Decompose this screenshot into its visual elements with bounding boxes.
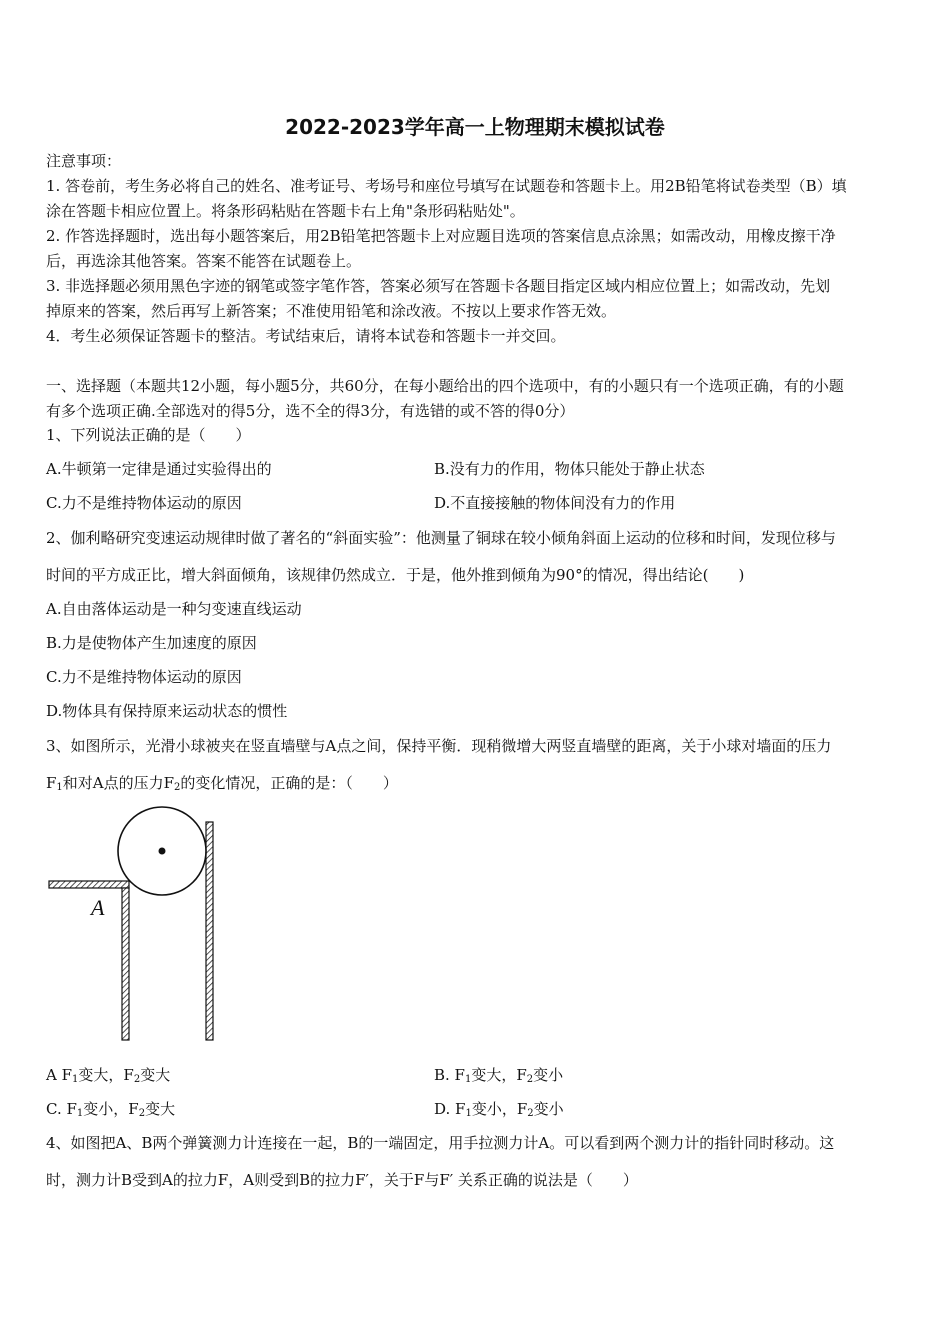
q1-option-c: C.力不是维持物体运动的原因 — [46, 494, 242, 512]
section-instruction: 一、选择题（本题共12小题，每小题5分，共60分，在每小题给出的四个选项中，有的小题只有一个选项正确，有的小题 — [46, 377, 844, 395]
q3-option-b: B. $F_1$变大，$F_2$变小 — [434, 1066, 564, 1085]
notice-line: 涂在答题卡相应位置上。将条形码粘贴在答题卡右上角"条形码粘贴处"。 — [46, 202, 525, 220]
notice-line: 2. 作答选择题时，选出每小题答案后，用2B铅笔把答题卡上对应题目选项的答案信息点涂黑；如需改动，用橡皮擦干净 — [46, 227, 836, 245]
notice-line: 掉原来的答案，然后再写上新答案；不准使用铅笔和涂改液。不按以上要求作答无效。 — [46, 302, 617, 320]
q3-option-c: C. $F_1$变小，$F_2$变大 — [46, 1100, 176, 1119]
ball-between-walls-figure — [44, 800, 224, 1050]
question-2-stem: 2、伽利略研究变速运动规律时做了著名的“斜面实验”：他测量了铜球在较小倾角斜面上运动的位移和时间，发现位移与 — [46, 529, 836, 547]
q2-option-d: D.物体具有保持原来运动状态的惯性 — [46, 702, 288, 720]
q1-option-a: A.牛顿第一定律是通过实验得出的 — [46, 460, 272, 478]
question-3-stem: $F_1$和对A点的压力$F_2$的变化情况，正确的是：（ ） — [46, 774, 398, 793]
q1-option-d: D.不直接接触的物体间没有力的作用 — [434, 494, 676, 512]
question-3-stem: 3、如图所示，光滑小球被夹在竖直墙壁与A点之间，保持平衡．现稍微增大两竖直墙壁的距离，关于小球对墙面的压力 — [46, 737, 832, 755]
q3-option-a: A $F_1$变大，$F_2$变大 — [46, 1066, 171, 1085]
ledge-a — [49, 881, 129, 888]
q1-option-b: B.没有力的作用，物体只能处于静止状态 — [434, 460, 705, 478]
notice-line: 3. 非选择题必须用黑色字迹的钢笔或签字笔作答，答案必须写在答题卡各题目指定区域内相应位置上；如需改动，先划 — [46, 277, 831, 295]
page-title: 2022-2023学年高一上物理期末模拟试卷 — [285, 115, 665, 139]
notice-line: 1. 答卷前，考生务必将自己的姓名、准考证号、考场号和座位号填写在试题卷和答题卡上。用2B铅笔将试卷类型（B）填 — [46, 177, 847, 195]
q2-option-c: C.力不是维持物体运动的原因 — [46, 668, 242, 686]
question-2-stem: 时间的平方成正比，增大斜面倾角，该规律仍然成立．于是，他外推到倾角为90°的情况，得出结论( ) — [46, 566, 745, 584]
q2-option-b: B.力是使物体产生加速度的原因 — [46, 634, 257, 652]
notice-line: 后，再选涂其他答案。答案不能答在试题卷上。 — [46, 252, 362, 270]
left-wall — [122, 888, 129, 1040]
point-a-label: A — [91, 895, 105, 920]
q2-option-a: A.自由落体运动是一种匀变速直线运动 — [46, 600, 302, 618]
q3-option-d: D. $F_1$变小，$F_2$变小 — [434, 1100, 564, 1119]
notice-heading: 注意事项： — [46, 152, 122, 170]
notice-line: 4．考生必须保证答题卡的整洁。考试结束后，请将本试卷和答题卡一并交回。 — [46, 327, 566, 345]
question-1-stem: 1、下列说法正确的是（ ） — [46, 426, 251, 444]
question-4-stem: 时，测力计B受到A的拉力F，A则受到B的拉力F′，关于F与F′ 关系正确的说法是（ ） — [46, 1171, 638, 1189]
question-4-stem: 4、如图把A、B两个弹簧测力计连接在一起，B的一端固定，用手拉测力计A。可以看到两个测力计的指针同时移动。这 — [46, 1134, 835, 1152]
right-wall — [206, 822, 213, 1040]
section-instruction: 有多个选项正确.全部选对的得5分，选不全的得3分，有选错的或不答的得0分） — [46, 402, 575, 420]
ball-center-dot — [159, 848, 166, 855]
